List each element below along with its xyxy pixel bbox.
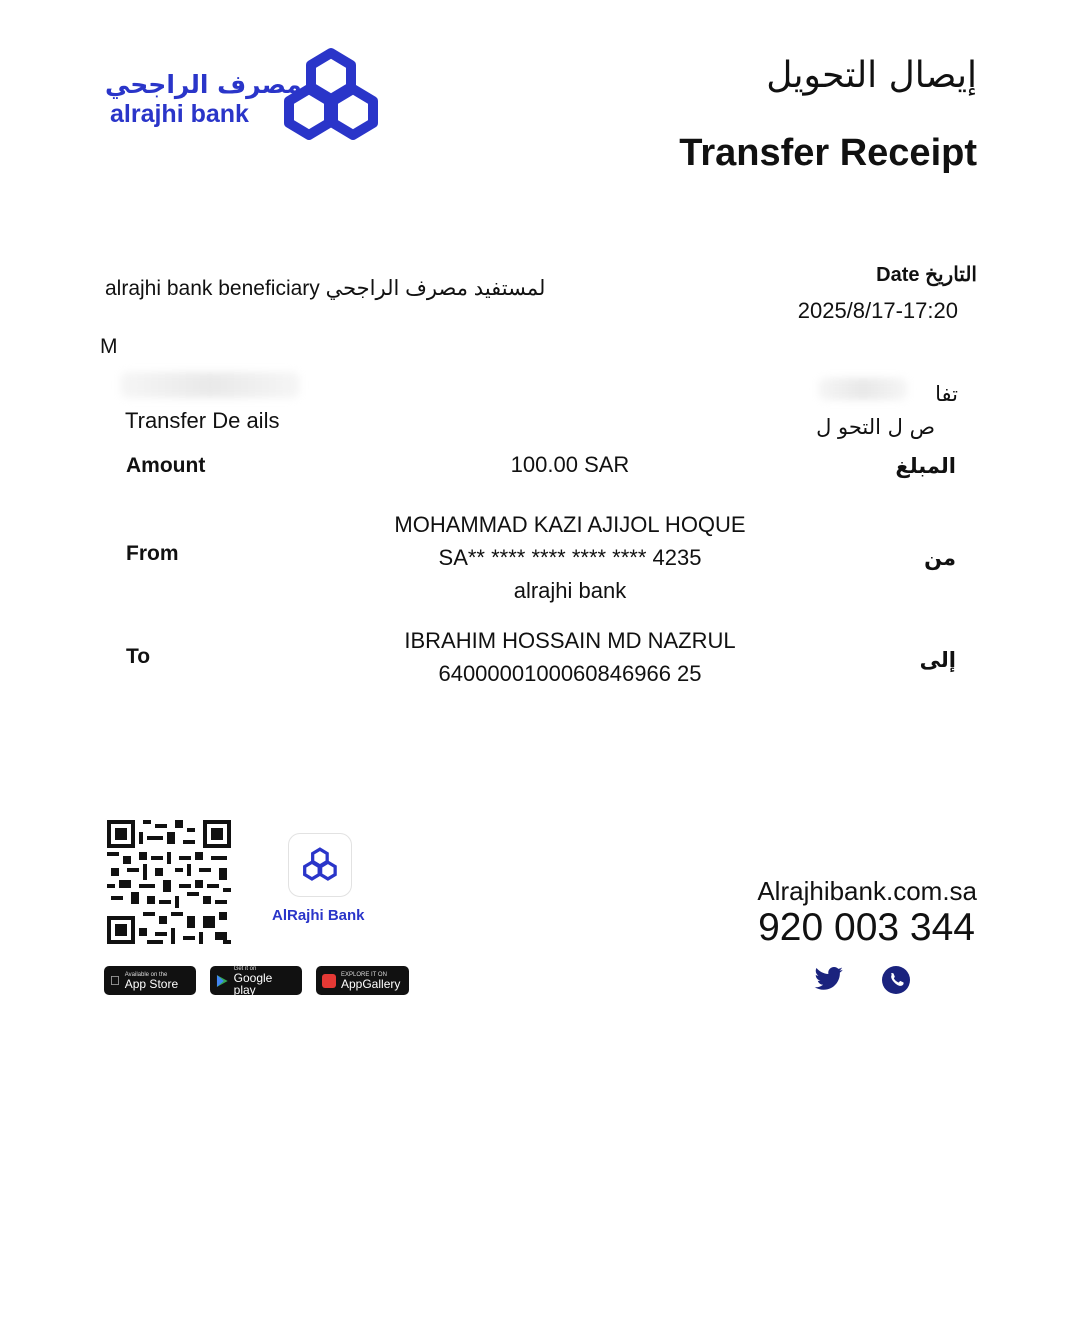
to-label-arabic: إلى	[919, 648, 956, 672]
phone-number[interactable]: 920 003 344	[758, 906, 975, 949]
sender-iban: SA** **** **** **** **** 4235	[438, 545, 702, 570]
recipient-account: 6400000100060846966 25	[438, 661, 702, 686]
whatsapp-icon[interactable]	[880, 964, 912, 996]
app-store-badge[interactable]	[104, 966, 196, 995]
amount-label: Amount	[126, 454, 206, 477]
brand-name-english: alrajhi bank	[110, 100, 249, 128]
badge-big-text: Google play	[233, 970, 273, 997]
redacted-area	[818, 378, 908, 400]
to-label: To	[126, 645, 151, 668]
twitter-icon[interactable]	[812, 964, 846, 994]
apple-icon	[110, 973, 120, 988]
qr-code	[107, 820, 231, 944]
sender-name: MOHAMMAD KAZI AJIJOL HOQUE	[394, 512, 746, 537]
transfer-details-label-arabic-1: تفا	[935, 382, 958, 406]
alrajhi-logo-icon	[278, 45, 384, 145]
alrajhi-app-logo-icon	[289, 834, 351, 896]
badge-big-text: App Store	[115, 976, 169, 991]
amount-line: 100.00 SAR	[510, 452, 630, 477]
beneficiary-type: alrajhi bank beneficiary لمستفيد مصرف الراجحي	[105, 277, 546, 300]
badge-small-text: EXPLORE IT ON	[341, 971, 387, 978]
transfer-details-label-arabic-2: ص ل التحو ل	[816, 415, 935, 439]
badge-small-text: Available on the	[115, 971, 158, 978]
app-icon[interactable]	[288, 833, 352, 897]
transfer-details-label: Transfer De ails	[125, 408, 280, 433]
from-value	[340, 508, 800, 607]
huawei-icon	[322, 974, 336, 988]
title-english: Transfer Receipt	[679, 132, 977, 174]
title-arabic: إيصال التحويل	[766, 55, 977, 96]
google-play-icon	[216, 974, 229, 988]
brand-name-arabic: مصرف الراجحي	[105, 70, 302, 99]
date-label: Date التاريخ	[876, 264, 977, 286]
sender-bank: alrajhi bank	[513, 578, 627, 603]
date-value: 2025/8/17-17:20	[797, 298, 958, 323]
redacted-area	[120, 372, 300, 398]
from-label: From	[126, 542, 179, 565]
app-name: AlRajhi Bank	[272, 907, 365, 924]
amount-value	[340, 448, 800, 481]
website-link[interactable]: Alrajhibank.com.sa	[757, 876, 977, 906]
app-gallery-badge[interactable]	[316, 966, 409, 995]
account-initial: M	[100, 335, 118, 358]
to-value	[340, 624, 800, 690]
badge-small-text: Get it on	[233, 965, 257, 972]
badge-big-text: AppGallery	[341, 976, 401, 991]
amount-label-arabic: المبلغ	[895, 454, 956, 478]
from-label-arabic: من	[924, 546, 956, 570]
recipient-name: IBRAHIM HOSSAIN MD NAZRUL	[404, 628, 736, 653]
google-play-badge[interactable]	[210, 966, 302, 995]
